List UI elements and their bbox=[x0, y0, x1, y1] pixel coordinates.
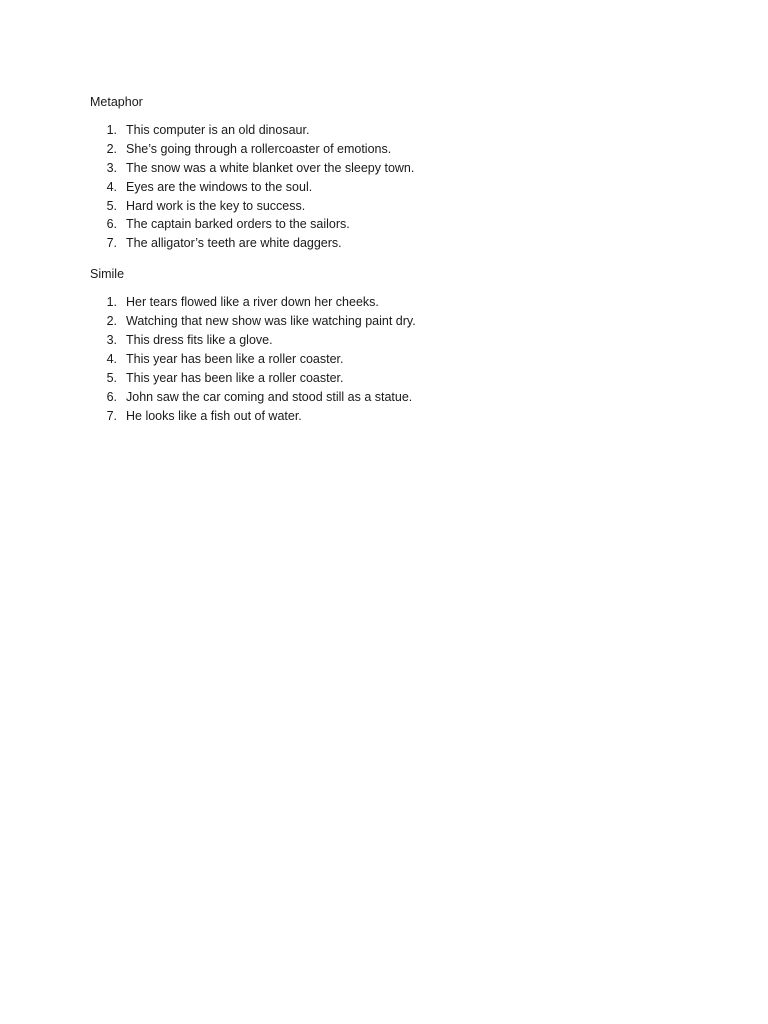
list-item-number: 6. bbox=[106, 389, 117, 404]
list-item-text: The captain barked orders to the sailors. bbox=[126, 217, 350, 232]
list-item bbox=[90, 350, 690, 369]
section-heading-simile: Simile bbox=[90, 267, 125, 282]
list-item-text: Hard work is the key to success. bbox=[126, 198, 306, 213]
list-item bbox=[90, 215, 690, 234]
simile-list bbox=[90, 293, 690, 425]
list-item-text: This year has been like a roller coaster. bbox=[126, 351, 344, 366]
list-item-number: 4. bbox=[106, 351, 117, 366]
list-item-text: This computer is an old dinosaur. bbox=[126, 123, 310, 137]
list-item-text: Watching that new show was like watching paint dry. bbox=[126, 314, 416, 329]
list-item-number: 7. bbox=[106, 408, 117, 423]
list-item-number: 5. bbox=[106, 370, 117, 385]
list-item-text: This year has been like a roller coaster. bbox=[126, 370, 344, 385]
list-item-number: 3. bbox=[106, 333, 117, 348]
list-item-number: 3. bbox=[106, 160, 117, 175]
list-item-number: 5. bbox=[106, 198, 117, 213]
metaphor-list bbox=[90, 121, 690, 253]
list-item bbox=[90, 234, 690, 253]
list-item bbox=[90, 178, 690, 197]
list-item bbox=[90, 293, 690, 312]
list-item-number: 1. bbox=[106, 123, 117, 137]
list-item-text: The alligator’s teeth are white daggers. bbox=[126, 236, 342, 251]
list-item-number: 2. bbox=[106, 141, 117, 156]
list-item bbox=[90, 388, 690, 407]
list-item-text: This dress fits like a glove. bbox=[126, 333, 273, 348]
list-item bbox=[90, 407, 690, 426]
list-item bbox=[90, 312, 690, 331]
section-heading-metaphor: Metaphor bbox=[90, 95, 143, 109]
list-item bbox=[90, 140, 690, 159]
list-item bbox=[90, 159, 690, 178]
list-item bbox=[90, 121, 690, 140]
list-item-text: Eyes are the windows to the soul. bbox=[126, 179, 313, 194]
list-item-number: 4. bbox=[106, 179, 117, 194]
list-item-number: 1. bbox=[106, 295, 117, 310]
list-item bbox=[90, 369, 690, 388]
list-item-text: Her tears flowed like a river down her cheeks. bbox=[126, 295, 379, 310]
list-item bbox=[90, 197, 690, 216]
list-item-text: The snow was a white blanket over the sleepy town. bbox=[126, 160, 415, 175]
list-item-number: 6. bbox=[106, 217, 117, 232]
list-item-text: He looks like a fish out of water. bbox=[126, 408, 302, 423]
document-body bbox=[90, 93, 690, 437]
list-item-number: 2. bbox=[106, 314, 117, 329]
list-item-text: She’s going through a rollercoaster of emotions. bbox=[126, 141, 392, 156]
list-item-number: 7. bbox=[106, 236, 117, 251]
list-item bbox=[90, 331, 690, 350]
list-item-text: John saw the car coming and stood still as a statue. bbox=[126, 389, 413, 404]
